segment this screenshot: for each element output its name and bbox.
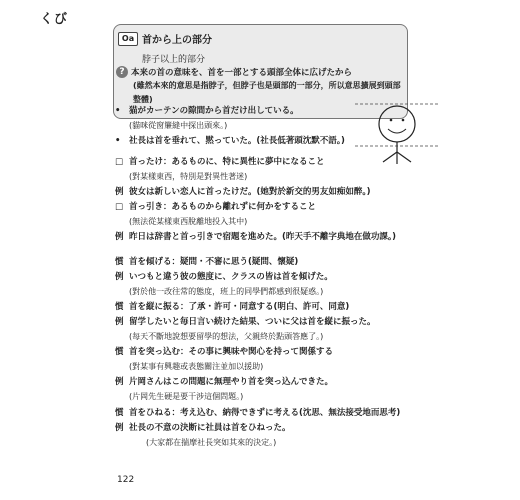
line-4: [129, 171, 247, 182]
line-19: [115, 406, 400, 418]
line-text: 昨日は辞書と首っ引きで宿題を進めた。(昨天手不離字典地在做功課。): [129, 232, 397, 242]
page-number: 122: [117, 475, 135, 485]
checkbox-marker-icon: □: [115, 157, 124, 167]
bullet-marker: •: [115, 106, 121, 116]
definition-subheading: 脖子以上的部分: [142, 55, 206, 65]
idiom-marker: 慣: [115, 408, 124, 418]
line-5: [115, 185, 371, 197]
example-marker: 例: [115, 272, 124, 282]
definition-label-badge: Oa: [118, 32, 138, 46]
line-18: [129, 391, 243, 402]
line-3: [115, 155, 325, 167]
idiom-marker: 慣: [115, 257, 124, 267]
line-12: [115, 300, 349, 312]
line-21: [146, 437, 276, 448]
line-text: (貓咪從窗簾縫中探出頭來。): [129, 121, 228, 130]
line-9: [115, 255, 298, 267]
line-text: 首を突っ込む：その事に興味や関心を持って関係する: [129, 347, 334, 357]
line-text: (每天不斷地說想要留學的想法，父親終於點頭答應了。): [129, 332, 324, 341]
line-14: [129, 331, 323, 342]
line-8: [115, 230, 396, 242]
question-icon: ?: [116, 66, 128, 78]
line-13: [115, 315, 376, 327]
stick-figure-icon: [355, 100, 439, 164]
line-11: [129, 286, 323, 297]
definition-note-line: (雖然本來的意思是指脖子，但脖子也是頭部的一部分，所以意思擴展到頭部: [133, 81, 401, 90]
line-17: [115, 375, 333, 387]
example-marker: 例: [115, 377, 124, 387]
line-10: [115, 270, 333, 282]
line-text: 首を傾げる：疑問・不審に思う(疑問、懷疑): [129, 257, 299, 267]
line-text: (片岡先生硬是要干涉這個問題。): [129, 392, 244, 401]
line-text: いつもと違う彼の態度に、クラスの皆は首を傾げた。: [129, 272, 333, 282]
line-6: [115, 200, 316, 212]
checkbox-marker-icon: □: [115, 202, 124, 212]
example-marker: 例: [115, 317, 124, 327]
line-16: [129, 361, 263, 372]
idiom-marker: 慣: [115, 302, 124, 312]
line-text: 首っ引き：あるものから離れずに何かをすること: [129, 202, 317, 212]
line-text: 首をひねる：考え込む、納得できずに考える(沈思、無法接受地而思考): [129, 408, 401, 418]
example-marker: 例: [115, 187, 124, 197]
page-title: くび: [40, 12, 69, 27]
line-text: 留学したいと毎日言い続けた結果、ついに父は首を縦に振った。: [129, 317, 376, 327]
line-text: 社長の不意の決断に社員は首をひねった。: [129, 423, 291, 433]
line-text: (無法從某樣東西脫離地投入其中): [129, 217, 248, 226]
line-7: [129, 216, 247, 227]
definition-heading: 首から上の部分: [142, 35, 212, 46]
line-text: 社長は首を垂れて、黙っていた。(社長低著頭沈默不語。): [129, 136, 345, 146]
line-1: [129, 120, 227, 131]
line-text: 猫がカーテンの隙間から首だけ出している。: [129, 106, 299, 116]
line-text: (大家都在揣摩社長突如其來的決定。): [146, 438, 277, 447]
definition-note-line: 本来の首の意味を、首を一部とする頭部全体に広げたから: [131, 68, 353, 78]
bullet-marker: •: [115, 136, 121, 146]
line-0: [115, 104, 299, 116]
example-marker: 例: [115, 232, 124, 242]
line-text: 首を縦に振る：了承・許可・同意する(明白、許可、同意): [129, 302, 350, 312]
example-marker: 例: [115, 423, 124, 433]
line-text: (對某事有興趣或表態關注並加以援助): [129, 362, 264, 371]
definition-note-line: 整體): [133, 95, 153, 104]
line-20: [115, 421, 291, 433]
idiom-marker: 慣: [115, 347, 124, 357]
line-15: [115, 345, 333, 357]
line-text: 片岡さんはこの問題に無理やり首を突っ込んできた。: [129, 377, 334, 387]
line-text: 彼女は新しい恋人に首ったけだ。(她對於新交的男友如痴如醉。): [129, 187, 371, 197]
line-text: 首ったけ：あるものに、特に異性に夢中になること: [129, 157, 325, 167]
line-2: [115, 134, 345, 146]
line-text: (對於他一改往常的態度，班上的同學們都感到很疑惑。): [129, 287, 324, 296]
line-text: (對某樣東西，特別是對異性著迷): [129, 172, 248, 181]
